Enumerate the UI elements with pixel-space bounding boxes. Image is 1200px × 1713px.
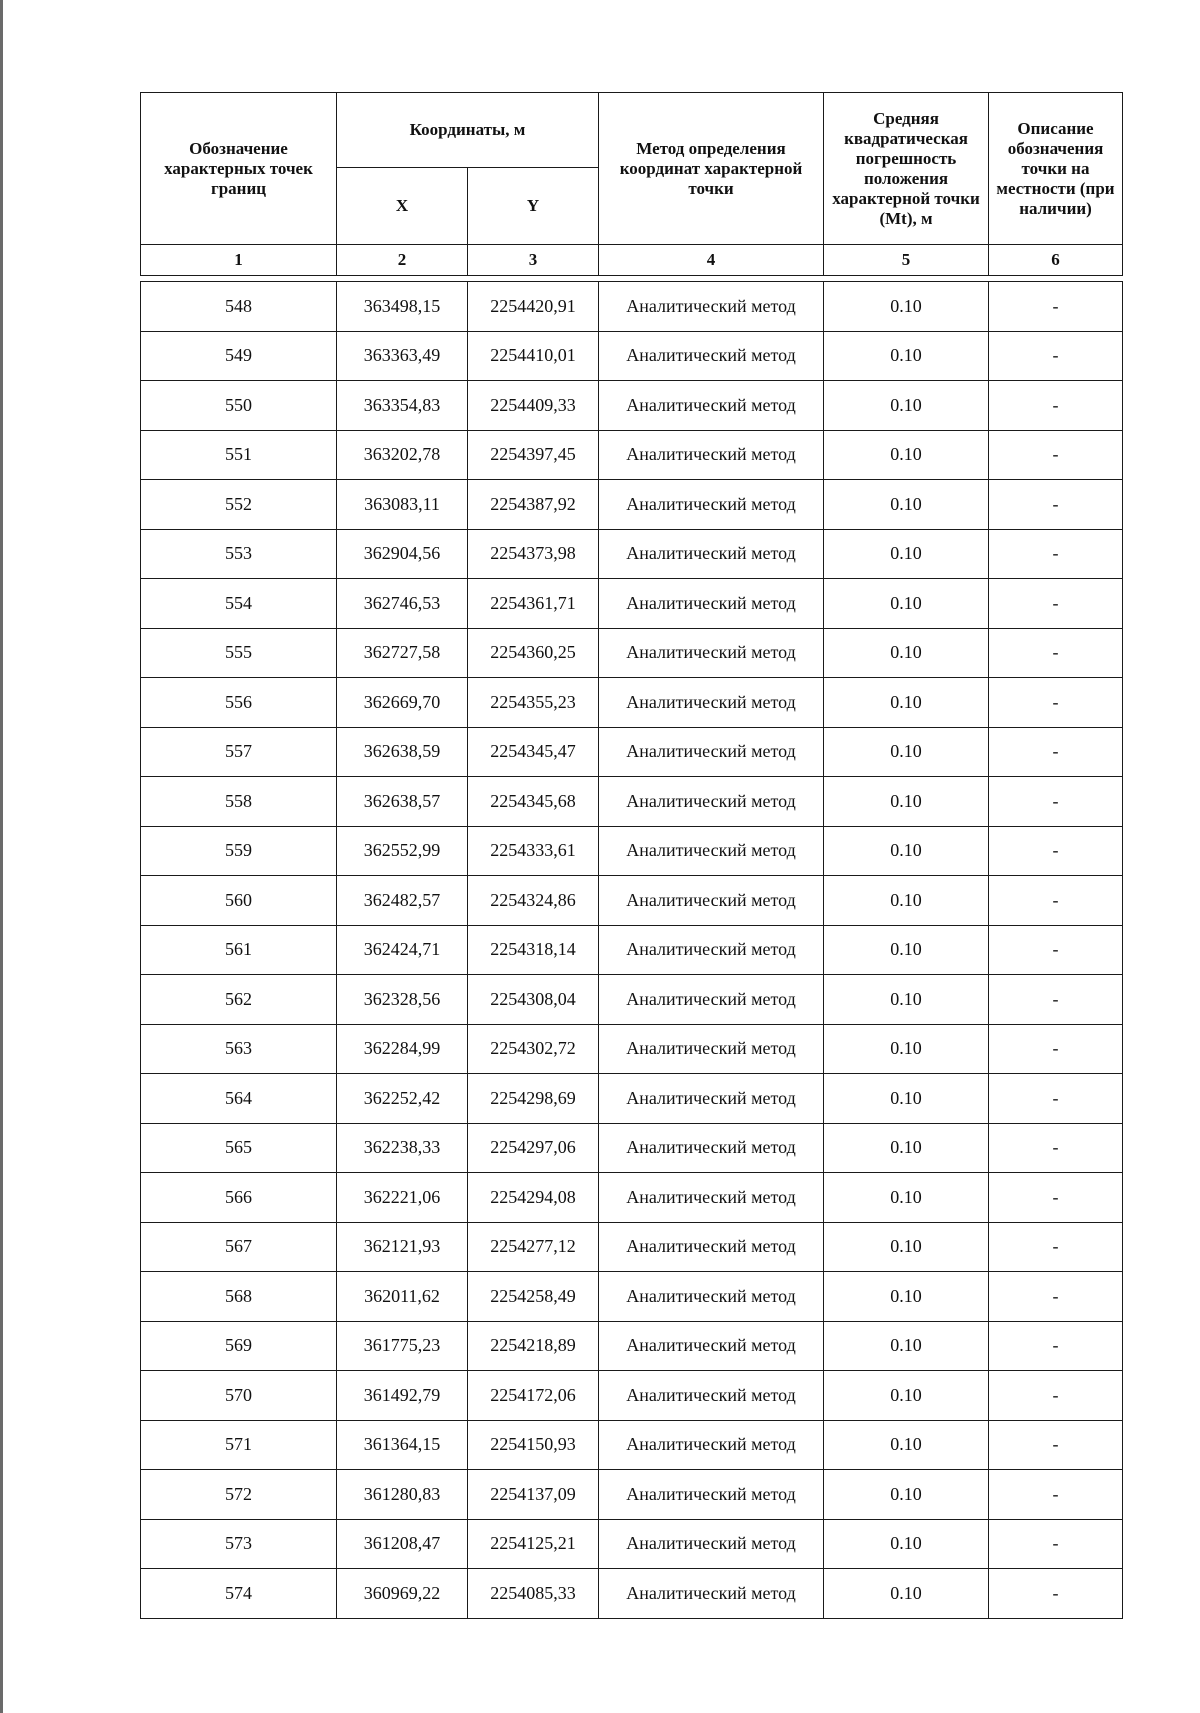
x-coordinate-cell: 363202,78: [337, 430, 468, 480]
description-cell: -: [989, 282, 1123, 332]
description-cell: -: [989, 1470, 1123, 1520]
point-cell: 553: [141, 529, 337, 579]
error-cell: 0.10: [824, 430, 989, 480]
description-cell: -: [989, 1074, 1123, 1124]
x-coordinate-cell: 363498,15: [337, 282, 468, 332]
error-cell: 0.10: [824, 975, 989, 1025]
table-row: [141, 282, 1123, 332]
description-cell: -: [989, 381, 1123, 431]
description-cell: -: [989, 925, 1123, 975]
error-cell: 0.10: [824, 727, 989, 777]
description-cell: -: [989, 1569, 1123, 1619]
method-cell: Аналитический метод: [599, 876, 824, 926]
point-cell: 554: [141, 579, 337, 629]
error-cell: 0.10: [824, 1371, 989, 1421]
error-cell: 0.10: [824, 1272, 989, 1322]
x-coordinate-cell: 360969,22: [337, 1569, 468, 1619]
description-cell: -: [989, 579, 1123, 629]
table-row: [141, 1420, 1123, 1470]
point-cell: 570: [141, 1371, 337, 1421]
point-cell: 563: [141, 1024, 337, 1074]
point-cell: 549: [141, 331, 337, 381]
header-description: Описание обозначения точки на местности (при наличии): [989, 93, 1123, 245]
y-coordinate-cell: 2254258,49: [468, 1272, 599, 1322]
y-coordinate-cell: 2254297,06: [468, 1123, 599, 1173]
column-number: 4: [599, 245, 824, 276]
error-cell: 0.10: [824, 1420, 989, 1470]
x-coordinate-cell: 362121,93: [337, 1222, 468, 1272]
table-row: [141, 1123, 1123, 1173]
error-cell: 0.10: [824, 876, 989, 926]
document-page: [140, 92, 1122, 1619]
description-cell: -: [989, 331, 1123, 381]
table-row: [141, 826, 1123, 876]
table-row: [141, 1074, 1123, 1124]
x-coordinate-cell: 362238,33: [337, 1123, 468, 1173]
table-row: [141, 1173, 1123, 1223]
y-coordinate-cell: 2254345,47: [468, 727, 599, 777]
method-cell: Аналитический метод: [599, 282, 824, 332]
method-cell: Аналитический метод: [599, 727, 824, 777]
header-x: X: [337, 168, 468, 245]
point-cell: 562: [141, 975, 337, 1025]
header-method: Метод определения координат характерной точки: [599, 93, 824, 245]
column-number: 2: [337, 245, 468, 276]
point-cell: 560: [141, 876, 337, 926]
error-cell: 0.10: [824, 579, 989, 629]
point-cell: 565: [141, 1123, 337, 1173]
x-coordinate-cell: 361492,79: [337, 1371, 468, 1421]
description-cell: -: [989, 1519, 1123, 1569]
column-number: 5: [824, 245, 989, 276]
error-cell: 0.10: [824, 282, 989, 332]
point-cell: 558: [141, 777, 337, 827]
column-number: 6: [989, 245, 1123, 276]
x-coordinate-cell: 361775,23: [337, 1321, 468, 1371]
x-coordinate-cell: 361364,15: [337, 1420, 468, 1470]
method-cell: Аналитический метод: [599, 1173, 824, 1223]
x-coordinate-cell: 363354,83: [337, 381, 468, 431]
table-row: [141, 1321, 1123, 1371]
y-coordinate-cell: 2254387,92: [468, 480, 599, 530]
scan-left-edge: [0, 0, 3, 1713]
header-y: Y: [468, 168, 599, 245]
table-row: [141, 430, 1123, 480]
table-row: [141, 925, 1123, 975]
x-coordinate-cell: 362638,57: [337, 777, 468, 827]
x-coordinate-cell: 362011,62: [337, 1272, 468, 1322]
point-cell: 572: [141, 1470, 337, 1520]
y-coordinate-cell: 2254302,72: [468, 1024, 599, 1074]
x-coordinate-cell: 362424,71: [337, 925, 468, 975]
error-cell: 0.10: [824, 1470, 989, 1520]
description-cell: -: [989, 529, 1123, 579]
method-cell: Аналитический метод: [599, 480, 824, 530]
column-number: 3: [468, 245, 599, 276]
error-cell: 0.10: [824, 777, 989, 827]
x-coordinate-cell: 362284,99: [337, 1024, 468, 1074]
description-cell: -: [989, 1272, 1123, 1322]
y-coordinate-cell: 2254345,68: [468, 777, 599, 827]
method-cell: Аналитический метод: [599, 331, 824, 381]
y-coordinate-cell: 2254218,89: [468, 1321, 599, 1371]
y-coordinate-cell: 2254361,71: [468, 579, 599, 629]
y-coordinate-cell: 2254308,04: [468, 975, 599, 1025]
y-coordinate-cell: 2254277,12: [468, 1222, 599, 1272]
description-cell: -: [989, 1321, 1123, 1371]
x-coordinate-cell: 363363,49: [337, 331, 468, 381]
description-cell: -: [989, 430, 1123, 480]
table-row: [141, 777, 1123, 827]
point-cell: 571: [141, 1420, 337, 1470]
y-coordinate-cell: 2254298,69: [468, 1074, 599, 1124]
description-cell: -: [989, 1371, 1123, 1421]
description-cell: -: [989, 480, 1123, 530]
point-cell: 550: [141, 381, 337, 431]
description-cell: -: [989, 678, 1123, 728]
table-row: [141, 1222, 1123, 1272]
point-cell: 555: [141, 628, 337, 678]
table-row: [141, 1519, 1123, 1569]
x-coordinate-cell: 362669,70: [337, 678, 468, 728]
table-row: [141, 727, 1123, 777]
method-cell: Аналитический метод: [599, 1321, 824, 1371]
x-coordinate-cell: 362638,59: [337, 727, 468, 777]
point-cell: 568: [141, 1272, 337, 1322]
method-cell: Аналитический метод: [599, 579, 824, 629]
x-coordinate-cell: 362904,56: [337, 529, 468, 579]
error-cell: 0.10: [824, 1321, 989, 1371]
method-cell: Аналитический метод: [599, 628, 824, 678]
table-row: [141, 876, 1123, 926]
y-coordinate-cell: 2254324,86: [468, 876, 599, 926]
method-cell: Аналитический метод: [599, 1024, 824, 1074]
method-cell: Аналитический метод: [599, 1470, 824, 1520]
table-row: [141, 1024, 1123, 1074]
description-cell: -: [989, 777, 1123, 827]
method-cell: Аналитический метод: [599, 975, 824, 1025]
table-row: [141, 1470, 1123, 1520]
error-cell: 0.10: [824, 331, 989, 381]
x-coordinate-cell: 362552,99: [337, 826, 468, 876]
point-cell: 561: [141, 925, 337, 975]
description-cell: -: [989, 1420, 1123, 1470]
error-cell: 0.10: [824, 1569, 989, 1619]
error-cell: 0.10: [824, 1222, 989, 1272]
method-cell: Аналитический метод: [599, 1371, 824, 1421]
method-cell: Аналитический метод: [599, 1519, 824, 1569]
table-row: [141, 678, 1123, 728]
point-cell: 559: [141, 826, 337, 876]
y-coordinate-cell: 2254318,14: [468, 925, 599, 975]
error-cell: 0.10: [824, 1123, 989, 1173]
y-coordinate-cell: 2254150,93: [468, 1420, 599, 1470]
description-cell: -: [989, 975, 1123, 1025]
error-cell: 0.10: [824, 925, 989, 975]
method-cell: Аналитический метод: [599, 925, 824, 975]
description-cell: -: [989, 876, 1123, 926]
point-cell: 573: [141, 1519, 337, 1569]
table-row: [141, 529, 1123, 579]
table-row: [141, 628, 1123, 678]
description-cell: -: [989, 826, 1123, 876]
error-cell: 0.10: [824, 381, 989, 431]
error-cell: 0.10: [824, 628, 989, 678]
y-coordinate-cell: 2254409,33: [468, 381, 599, 431]
x-coordinate-cell: 362252,42: [337, 1074, 468, 1124]
table-body: [141, 282, 1123, 1619]
table-row: [141, 975, 1123, 1025]
point-cell: 566: [141, 1173, 337, 1223]
description-cell: -: [989, 1024, 1123, 1074]
description-cell: -: [989, 1222, 1123, 1272]
method-cell: Аналитический метод: [599, 678, 824, 728]
error-cell: 0.10: [824, 1074, 989, 1124]
y-coordinate-cell: 2254420,91: [468, 282, 599, 332]
x-coordinate-cell: 362746,53: [337, 579, 468, 629]
error-cell: 0.10: [824, 678, 989, 728]
table-row: [141, 480, 1123, 530]
table-row: [141, 381, 1123, 431]
description-cell: -: [989, 1173, 1123, 1223]
method-cell: Аналитический метод: [599, 1123, 824, 1173]
point-cell: 548: [141, 282, 337, 332]
y-coordinate-cell: 2254333,61: [468, 826, 599, 876]
y-coordinate-cell: 2254125,21: [468, 1519, 599, 1569]
method-cell: Аналитический метод: [599, 1074, 824, 1124]
method-cell: Аналитический метод: [599, 381, 824, 431]
method-cell: Аналитический метод: [599, 1569, 824, 1619]
x-coordinate-cell: 361208,47: [337, 1519, 468, 1569]
column-number: 1: [141, 245, 337, 276]
point-cell: 551: [141, 430, 337, 480]
y-coordinate-cell: 2254137,09: [468, 1470, 599, 1520]
x-coordinate-cell: 362221,06: [337, 1173, 468, 1223]
x-coordinate-cell: 361280,83: [337, 1470, 468, 1520]
error-cell: 0.10: [824, 1519, 989, 1569]
y-coordinate-cell: 2254172,06: [468, 1371, 599, 1421]
description-cell: -: [989, 628, 1123, 678]
point-cell: 557: [141, 727, 337, 777]
x-coordinate-cell: 362727,58: [337, 628, 468, 678]
method-cell: Аналитический метод: [599, 826, 824, 876]
y-coordinate-cell: 2254397,45: [468, 430, 599, 480]
error-cell: 0.10: [824, 1173, 989, 1223]
x-coordinate-cell: 362328,56: [337, 975, 468, 1025]
header-error: Средняя квадратическая погрешность положения характерной точки (Mt), м: [824, 93, 989, 245]
method-cell: Аналитический метод: [599, 777, 824, 827]
method-cell: Аналитический метод: [599, 1222, 824, 1272]
table-row: [141, 1371, 1123, 1421]
point-cell: 567: [141, 1222, 337, 1272]
error-cell: 0.10: [824, 826, 989, 876]
error-cell: 0.10: [824, 529, 989, 579]
error-cell: 0.10: [824, 480, 989, 530]
x-coordinate-cell: 362482,57: [337, 876, 468, 926]
description-cell: -: [989, 727, 1123, 777]
y-coordinate-cell: 2254410,01: [468, 331, 599, 381]
point-cell: 564: [141, 1074, 337, 1124]
x-coordinate-cell: 363083,11: [337, 480, 468, 530]
method-cell: Аналитический метод: [599, 430, 824, 480]
method-cell: Аналитический метод: [599, 1272, 824, 1322]
y-coordinate-cell: 2254355,23: [468, 678, 599, 728]
y-coordinate-cell: 2254085,33: [468, 1569, 599, 1619]
point-cell: 556: [141, 678, 337, 728]
description-cell: -: [989, 1123, 1123, 1173]
point-cell: 569: [141, 1321, 337, 1371]
error-cell: 0.10: [824, 1024, 989, 1074]
point-cell: 552: [141, 480, 337, 530]
coordinates-table: [140, 92, 1123, 1619]
y-coordinate-cell: 2254360,25: [468, 628, 599, 678]
table-row: [141, 1569, 1123, 1619]
y-coordinate-cell: 2254373,98: [468, 529, 599, 579]
y-coordinate-cell: 2254294,08: [468, 1173, 599, 1223]
header-coordinates: Координаты, м: [337, 93, 599, 168]
method-cell: Аналитический метод: [599, 1420, 824, 1470]
point-cell: 574: [141, 1569, 337, 1619]
header-designation: Обозначение характерных точек границ: [141, 93, 337, 245]
table-row: [141, 1272, 1123, 1322]
table-row: [141, 331, 1123, 381]
table-row: [141, 579, 1123, 629]
method-cell: Аналитический метод: [599, 529, 824, 579]
